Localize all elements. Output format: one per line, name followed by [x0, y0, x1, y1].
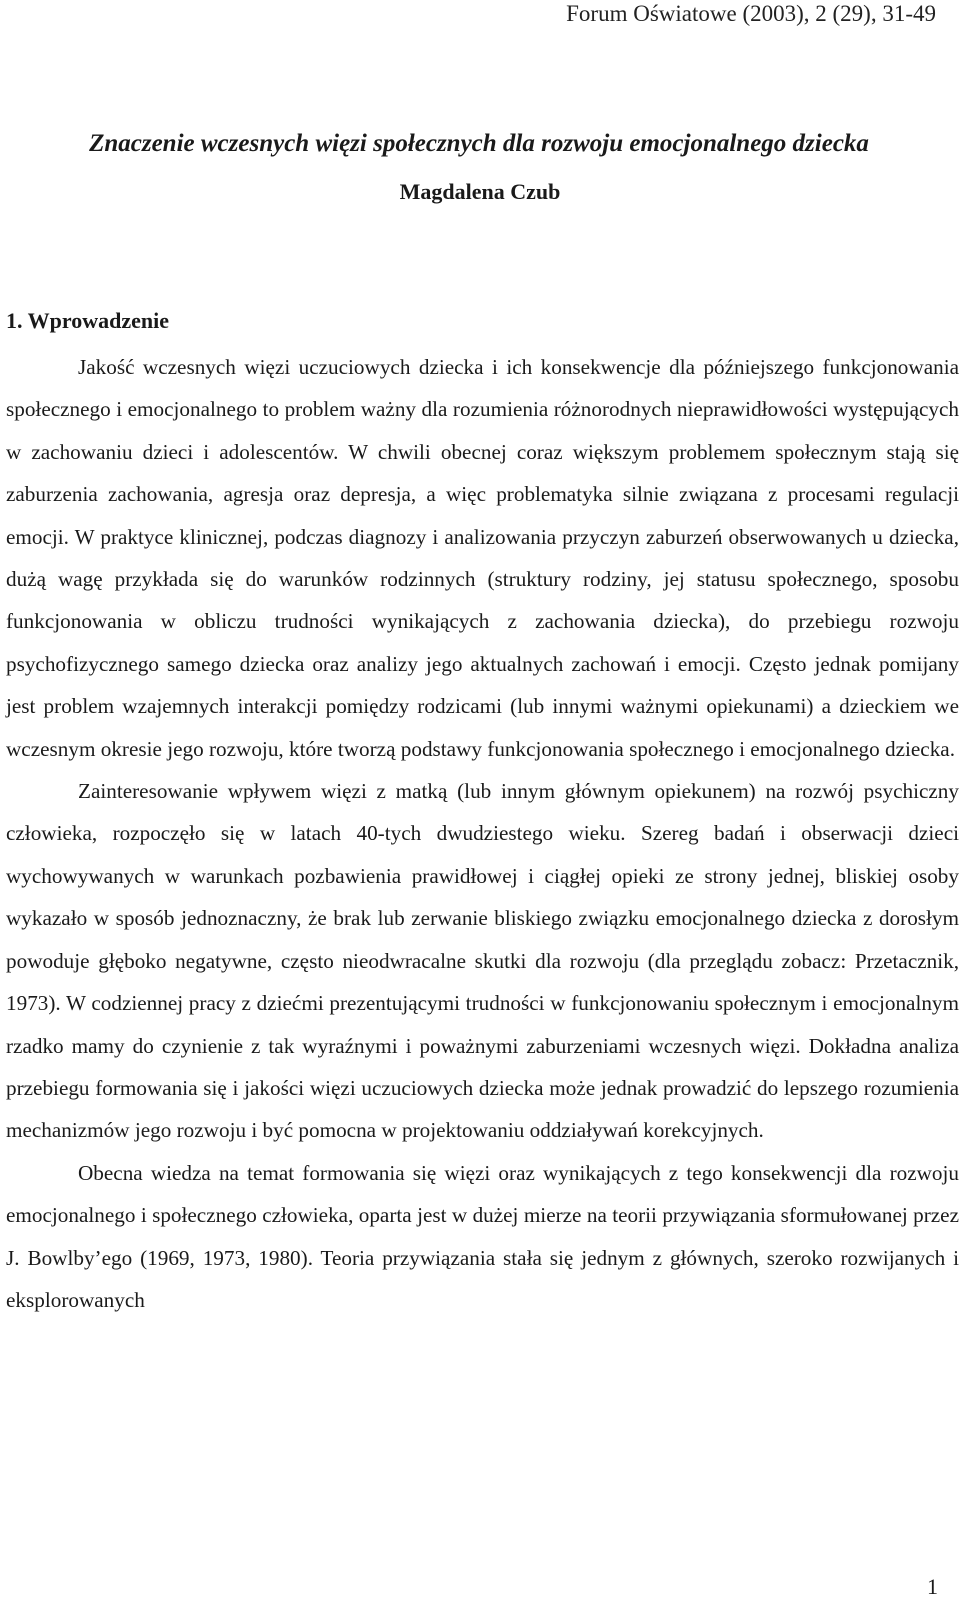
- journal-citation: Forum Oświatowe (2003), 2 (29), 31-49: [566, 1, 936, 26]
- paragraph-3: Obecna wiedza na temat formowania się więzi oraz wynikających z tego konsekwencji dla rozwoju emocjonalnego i społecznego człowieka, oparta jest w dużej mierze na teorii przywiązania sformułowanej przez J. Bowlby’ego (1969, 1973, 1980). Teoria przywiązania stała się jednym z głównych, szeroko rozwijanych i eksplorowanych: [6, 1160, 959, 1312]
- section-body: [6, 346, 959, 1321]
- paragraph-1: Jakość wczesnych więzi uczuciowych dziecka i ich konsekwencje dla późniejszego funkcjonowania społecznego i emocjonalnego to problem ważny dla rozumienia różnorodnych nieprawidłowości występujących w zachowaniu dzieci i adolescentów. W chwili obecnej coraz większym problemem społecznym stają się zaburzenia zachowania, agresja oraz depresja, a więc problematyka silnie związana z procesami regulacji emocji. W praktyce klinicznej, podczas diagnozy i analizowania przyczyn zaburzeń obserwowanych u dziecka, dużą wagę przykłada się do warunków rodzinnych (struktury rodziny, jej statusu społecznego, sposobu funkcjonowania w obliczu trudności wynikających z zachowania dziecka), do przebiegu rozwoju psychofizycznego samego dziecka oraz analizy jego aktualnych zachowań i emocji. Często jednak pomijany jest problem wzajemnych interakcji pomiędzy rodzicami (lub innymi ważnymi opiekunami) a dzieckiem we wczesnym okresie jego rozwoju, które tworzą podstawy funkcjonowania społecznego i emocjonalnego dziecka.: [6, 355, 959, 761]
- page-number: 1: [927, 1574, 938, 1599]
- paragraph-2: Zainteresowanie wpływem więzi z matką (lub innym głównym opiekunem) na rozwój psychiczny człowieka, rozpoczęło się w latach 40-tych dwudziestego wieku. Szereg badań i obserwacji dzieci wychowywanych w warunkach pozbawienia prawidłowej i ciągłej opieki ze strony jednej, bliskiej osoby wykazało w sposób jednoznaczny, że brak lub zerwanie bliskiego związku emocjonalnego dziecka z dorosłym powoduje głęboko negatywne, często nieodwracalne skutki dla rozwoju (dla przeglądu zobacz: Przetacznik, 1973). W codziennej pracy z dziećmi prezentującymi trudności w funkcjonowaniu społecznym i emocjonalnym rzadko mamy do czynienie z tak wyraźnymi i poważnymi zaburzeniami wczesnych więzi. Dokładna analiza przebiegu formowania się i jakości więzi uczuciowych dziecka może jednak prowadzić do lepszego rozumienia mechanizmów jego rozwoju i być pomocna w projektowaniu oddziaływań korekcyjnych.: [6, 779, 959, 1143]
- article-title: Znaczenie wczesnych więzi społecznych dla rozwoju emocjonalnego dziecka: [89, 130, 869, 157]
- author-name: Magdalena Czub: [399, 179, 561, 204]
- section-heading: 1. Wprowadzenie: [6, 308, 169, 333]
